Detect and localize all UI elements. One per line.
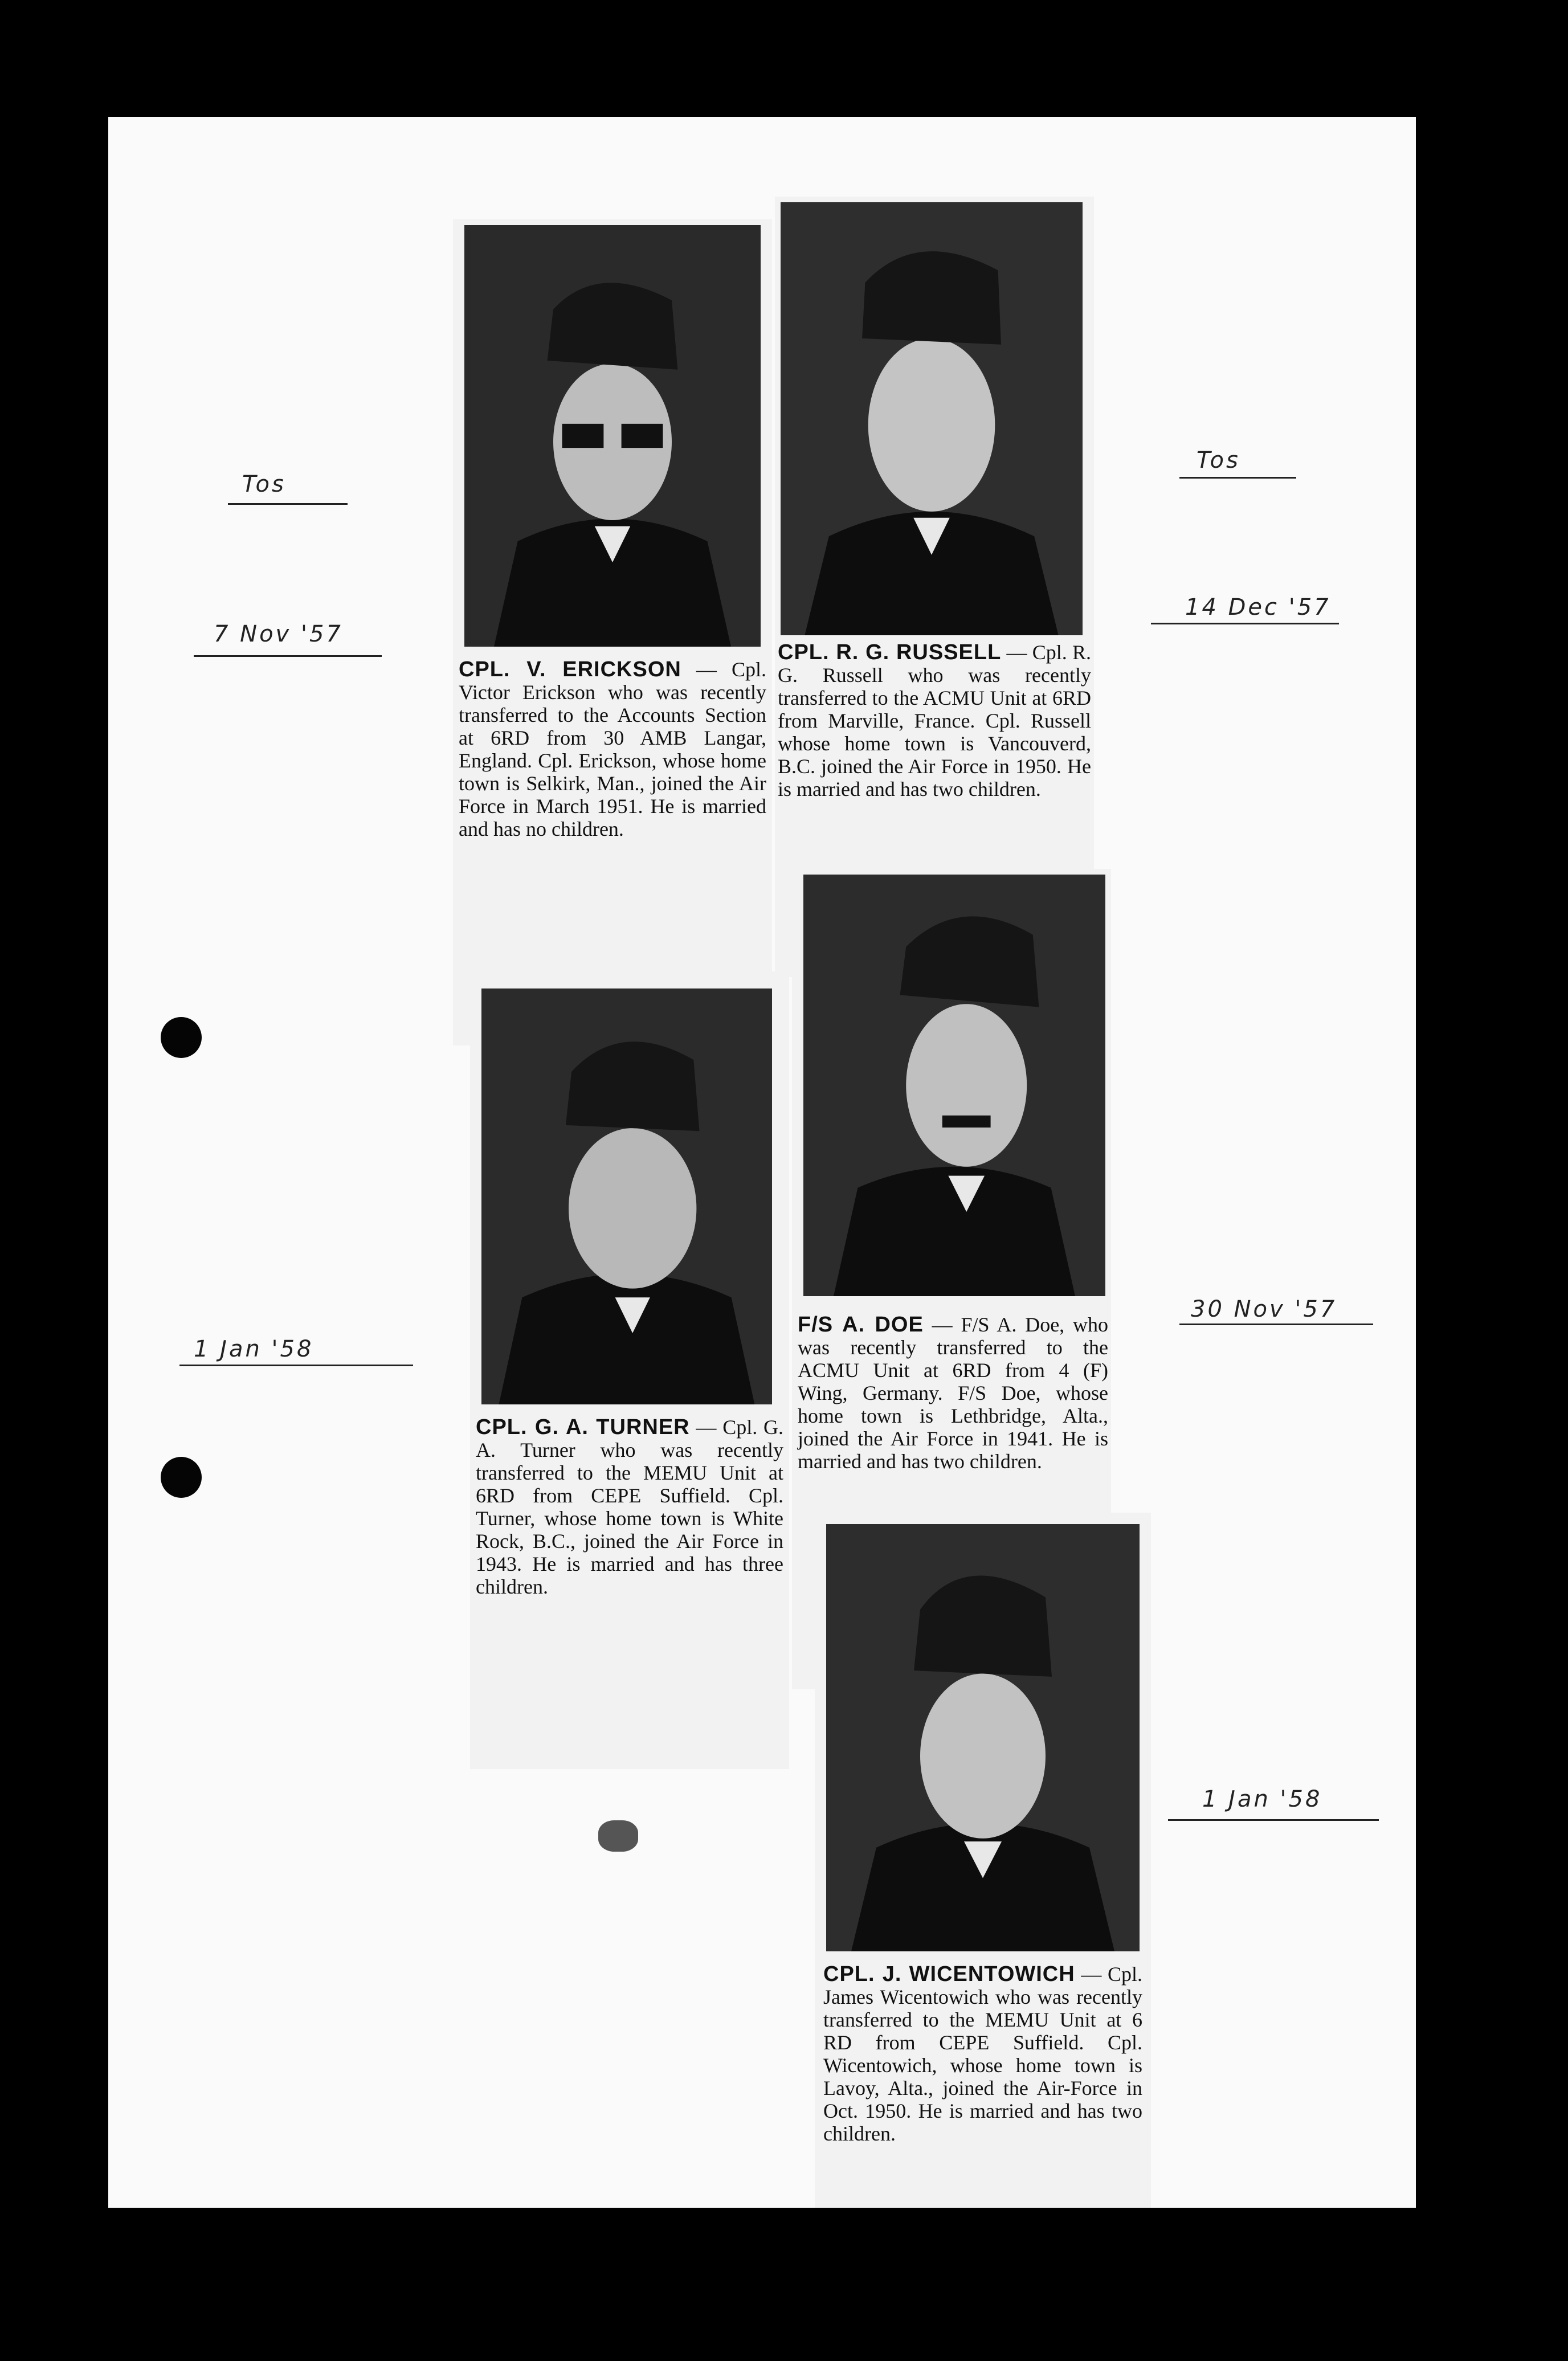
note-underline: [228, 503, 348, 505]
note-tos-right: Tos: [1197, 447, 1240, 473]
body-turner: Cpl. G. A. Turner who was recently transferred to the MEMU Unit at 6RD from CEPE Suffield. Cpl. Turner, whose home town is White Rock, B.C., joined the Air Force in 1943. He is married and has three children.: [476, 1416, 784, 1598]
scrapbook-page: [108, 117, 1416, 2208]
portrait-glasses-icon: [464, 225, 761, 647]
note-underline: [179, 1365, 413, 1366]
photo-doe: [803, 875, 1105, 1296]
punch-hole-top: [161, 1017, 202, 1058]
clipping-russell: [775, 197, 1094, 977]
note-underline: [1179, 1324, 1373, 1325]
note-underline: [1179, 477, 1296, 479]
caption-erickson: CPL. V. ERICKSON — Cpl. Victor Erickson who was recently transferred to the Accounts Section at 6RD from 30 AMB Langar, England. Cpl. Erickson, whose home town is Selkirk, Man., joined the Air Force in March 1951. He is married and has no children.: [459, 657, 766, 840]
note-date-turner: 1 Jan '58: [194, 1336, 314, 1362]
heading-turner: CPL. G. A. TURNER: [476, 1415, 690, 1439]
note-underline: [1168, 1819, 1379, 1821]
photo-russell: [781, 202, 1083, 635]
photo-wicentowich: [826, 1524, 1140, 1951]
body-erickson: Cpl. Victor Erickson who was recently transferred to the Accounts Section at 6RD from 30 AMB Langar, England. Cpl. Erickson, whose home town is Selkirk, Man., joined the Air Force in March 1951. He is married and has no children.: [459, 658, 766, 840]
body-doe: F/S A. Doe, who was recently transferred to the ACMU Unit at 6RD from 4 (F) Wing, Germany. F/S Doe, whose home town is Lethbridge, Alta., joined the Air Force in 1941. He is married and has two children.: [798, 1313, 1108, 1473]
ink-smudge: [598, 1820, 638, 1852]
caption-wicentowich: CPL. J. WICENTOWICH — Cpl. James Wicentowich who was recently transferred to the MEMU Unit at 6 RD from CEPE Suffield. Cpl. Wicentowich, whose home town is Lavoy, Alta., joined the Air-Force in Oct. 1950. He is married and has two children.: [823, 1962, 1142, 2145]
portrait-icon: [826, 1524, 1140, 1951]
clipping-wicentowich: [815, 1513, 1151, 2208]
caption-turner: CPL. G. A. TURNER — Cpl. G. A. Turner who was recently transferred to the MEMU Unit at 6RD from CEPE Suffield. Cpl. Turner, whose home town is White Rock, B.C., joined the Air Force in 1943. He is married and has three children.: [476, 1415, 784, 1598]
note-date-erickson: 7 Nov '57: [214, 621, 343, 647]
clipping-erickson: [453, 219, 772, 1045]
photo-erickson: [464, 225, 761, 647]
clipping-turner: [470, 971, 789, 1769]
body-russell: Cpl. R. G. Russell who was recently transferred to the ACMU Unit at 6RD from Marville, France. Cpl. Russell whose home town is Vancouverd, B.C. joined the Air Force in 1950. He is married and has two children.: [778, 641, 1091, 800]
caption-russell: CPL. R. G. RUSSELL — Cpl. R. G. Russell who was recently transferred to the ACMU Unit at 6RD from Marville, France. Cpl. Russell whose home town is Vancouverd, B.C. joined the Air Force in 1950. He is married and has two children.: [778, 640, 1091, 800]
note-underline: [194, 655, 382, 657]
note-underline: [1151, 623, 1339, 624]
punch-hole-bottom: [161, 1457, 202, 1498]
note-date-doe: 30 Nov '57: [1191, 1296, 1337, 1322]
photo-turner: [481, 988, 772, 1404]
portrait-icon: [481, 988, 772, 1404]
heading-wicentowich: CPL. J. WICENTOWICH: [823, 1962, 1075, 1986]
heading-russell: CPL. R. G. RUSSELL: [778, 640, 1002, 664]
note-date-wicentowich: 1 Jan '58: [1202, 1786, 1322, 1812]
heading-doe: F/S A. DOE: [798, 1313, 924, 1337]
note-date-russell: 14 Dec '57: [1185, 594, 1331, 620]
portrait-moustache-icon: [803, 875, 1105, 1296]
note-tos-left: Tos: [242, 471, 286, 497]
caption-doe: F/S A. DOE — F/S A. Doe, who was recently transferred to the ACMU Unit at 6RD from 4 (F) Wing, Germany. F/S Doe, whose home town is Lethbridge, Alta., joined the Air Force in 1941. He is married and has two children.: [798, 1313, 1108, 1473]
portrait-icon: [781, 202, 1083, 635]
heading-erickson: CPL. V. ERICKSON: [459, 657, 681, 681]
body-wicentowich: Cpl. James Wicentowich who was recently transferred to the MEMU Unit at 6 RD from CEPE Suffield. Cpl. Wicentowich, whose home town is Lavoy, Alta., joined the Air-Force in Oct. 1950. He is married and has two children.: [823, 1963, 1142, 2145]
